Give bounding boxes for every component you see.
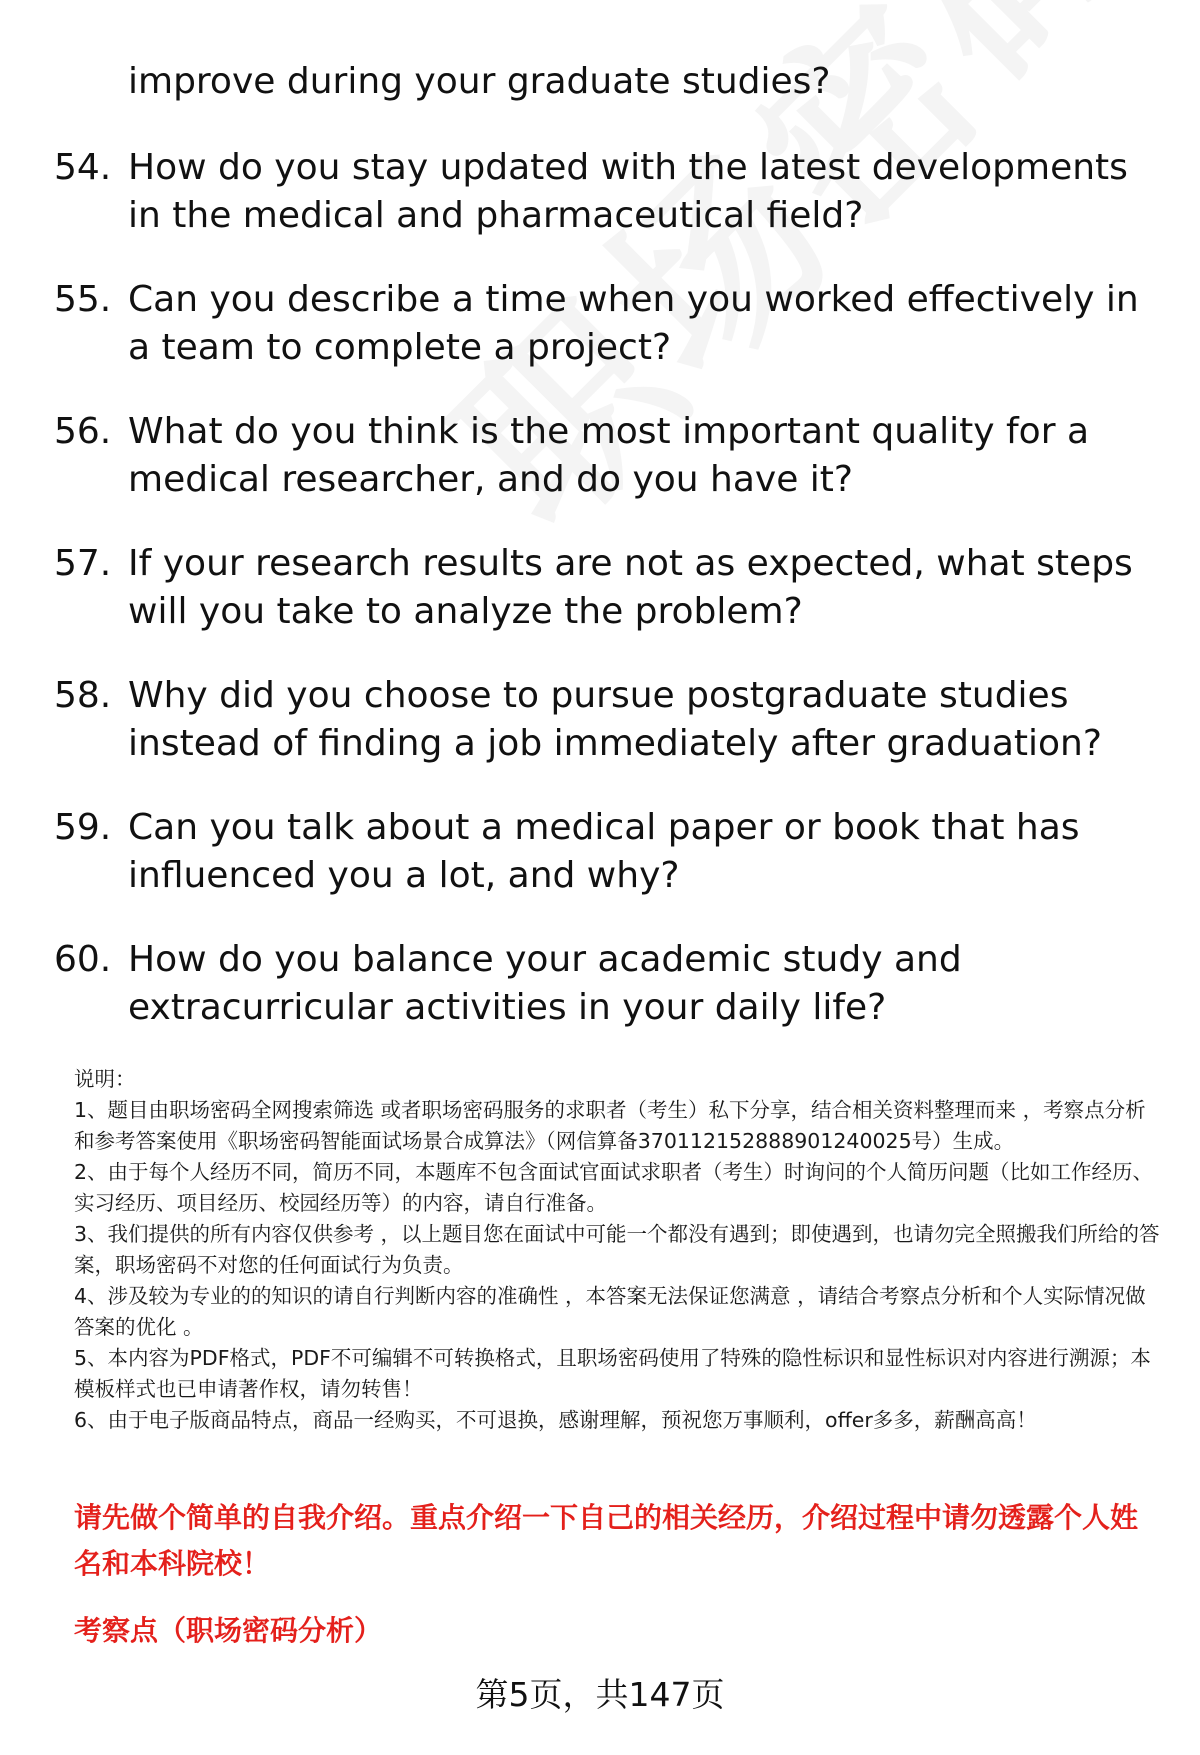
note-item: 5、本内容为PDF格式，PDF不可编辑不可转换格式，且职场密码使用了特殊的隐性标识和显性标识对内容进行溯源；本模板样式也已申请著作权，请勿转售！ xyxy=(74,1346,1151,1401)
question-number: 59. xyxy=(54,807,112,848)
question-text: Can you describe a time when you worked effectively in a team to complete a project? xyxy=(128,279,1139,368)
note-item: 2、由于每个人经历不同，简历不同，本题库不包含面试官面试求职者（考生）时询问的个人简历问题（比如工作经历、实习经历、项目经历、校园经历等）的内容，请自行准备。 xyxy=(74,1160,1154,1215)
question-text: If your research results are not as expected, what steps will you take to analyze the problem? xyxy=(128,543,1133,632)
question-continuation: improve during your graduate studies? xyxy=(128,61,831,102)
question-number: 56. xyxy=(54,411,112,452)
notes-title: 说明： xyxy=(74,1067,136,1091)
question-text: Why did you choose to pursue postgraduate studies instead of finding a job immediately after graduation? xyxy=(128,675,1102,764)
question-number: 57. xyxy=(54,543,112,584)
question-text: How do you balance your academic study and extracurricular activities in your daily life? xyxy=(128,939,962,1028)
question-number: 60. xyxy=(54,939,112,980)
page-footer: 第5页，共147页 xyxy=(475,1675,725,1714)
note-item: 3、我们提供的所有内容仅供参考 ，以上题目您在面试中可能一个都没有遇到；即使遇到，也请勿完全照搬我们所给的答案，职场密码不对您的任何面试行为负责。 xyxy=(74,1222,1160,1277)
question-text: How do you stay updated with the latest developments in the medical and pharmaceutical field? xyxy=(128,147,1128,236)
question-number: 55. xyxy=(54,279,112,320)
question-text: Can you talk about a medical paper or book that has influenced you a lot, and why? xyxy=(128,807,1080,896)
note-item: 6、由于电子版商品特点，商品一经购买，不可退换，感谢理解，预祝您万事顺利，offer多多，薪酬高高！ xyxy=(74,1408,1037,1432)
intro-prompt: 请先做个简单的自我介绍。重点介绍一下自己的相关经历，介绍过程中请勿透露个人姓名和本科院校！ xyxy=(74,1501,1139,1580)
analysis-heading: 考察点（职场密码分析） xyxy=(74,1614,383,1647)
question-number: 54. xyxy=(54,147,112,188)
notes-section xyxy=(74,1064,1164,1436)
note-item: 1、题目由职场密码全网搜索筛选 或者职场密码服务的求职者（考生）私下分享，结合相关资料整理而来 ，考察点分析和参考答案使用《职场密码智能面试场景合成算法》（网信算备370112152888901240025号）生成。 xyxy=(74,1098,1146,1153)
note-item: 4、涉及较为专业的的知识的请自行判断内容的准确性 ，本答案无法保证您满意 ，请结合考察点分析和个人实际情况做答案的优化 。 xyxy=(74,1284,1146,1339)
question-text: What do you think is the most important quality for a medical researcher, and do you have it? xyxy=(128,411,1090,500)
question-number: 58. xyxy=(54,675,112,716)
